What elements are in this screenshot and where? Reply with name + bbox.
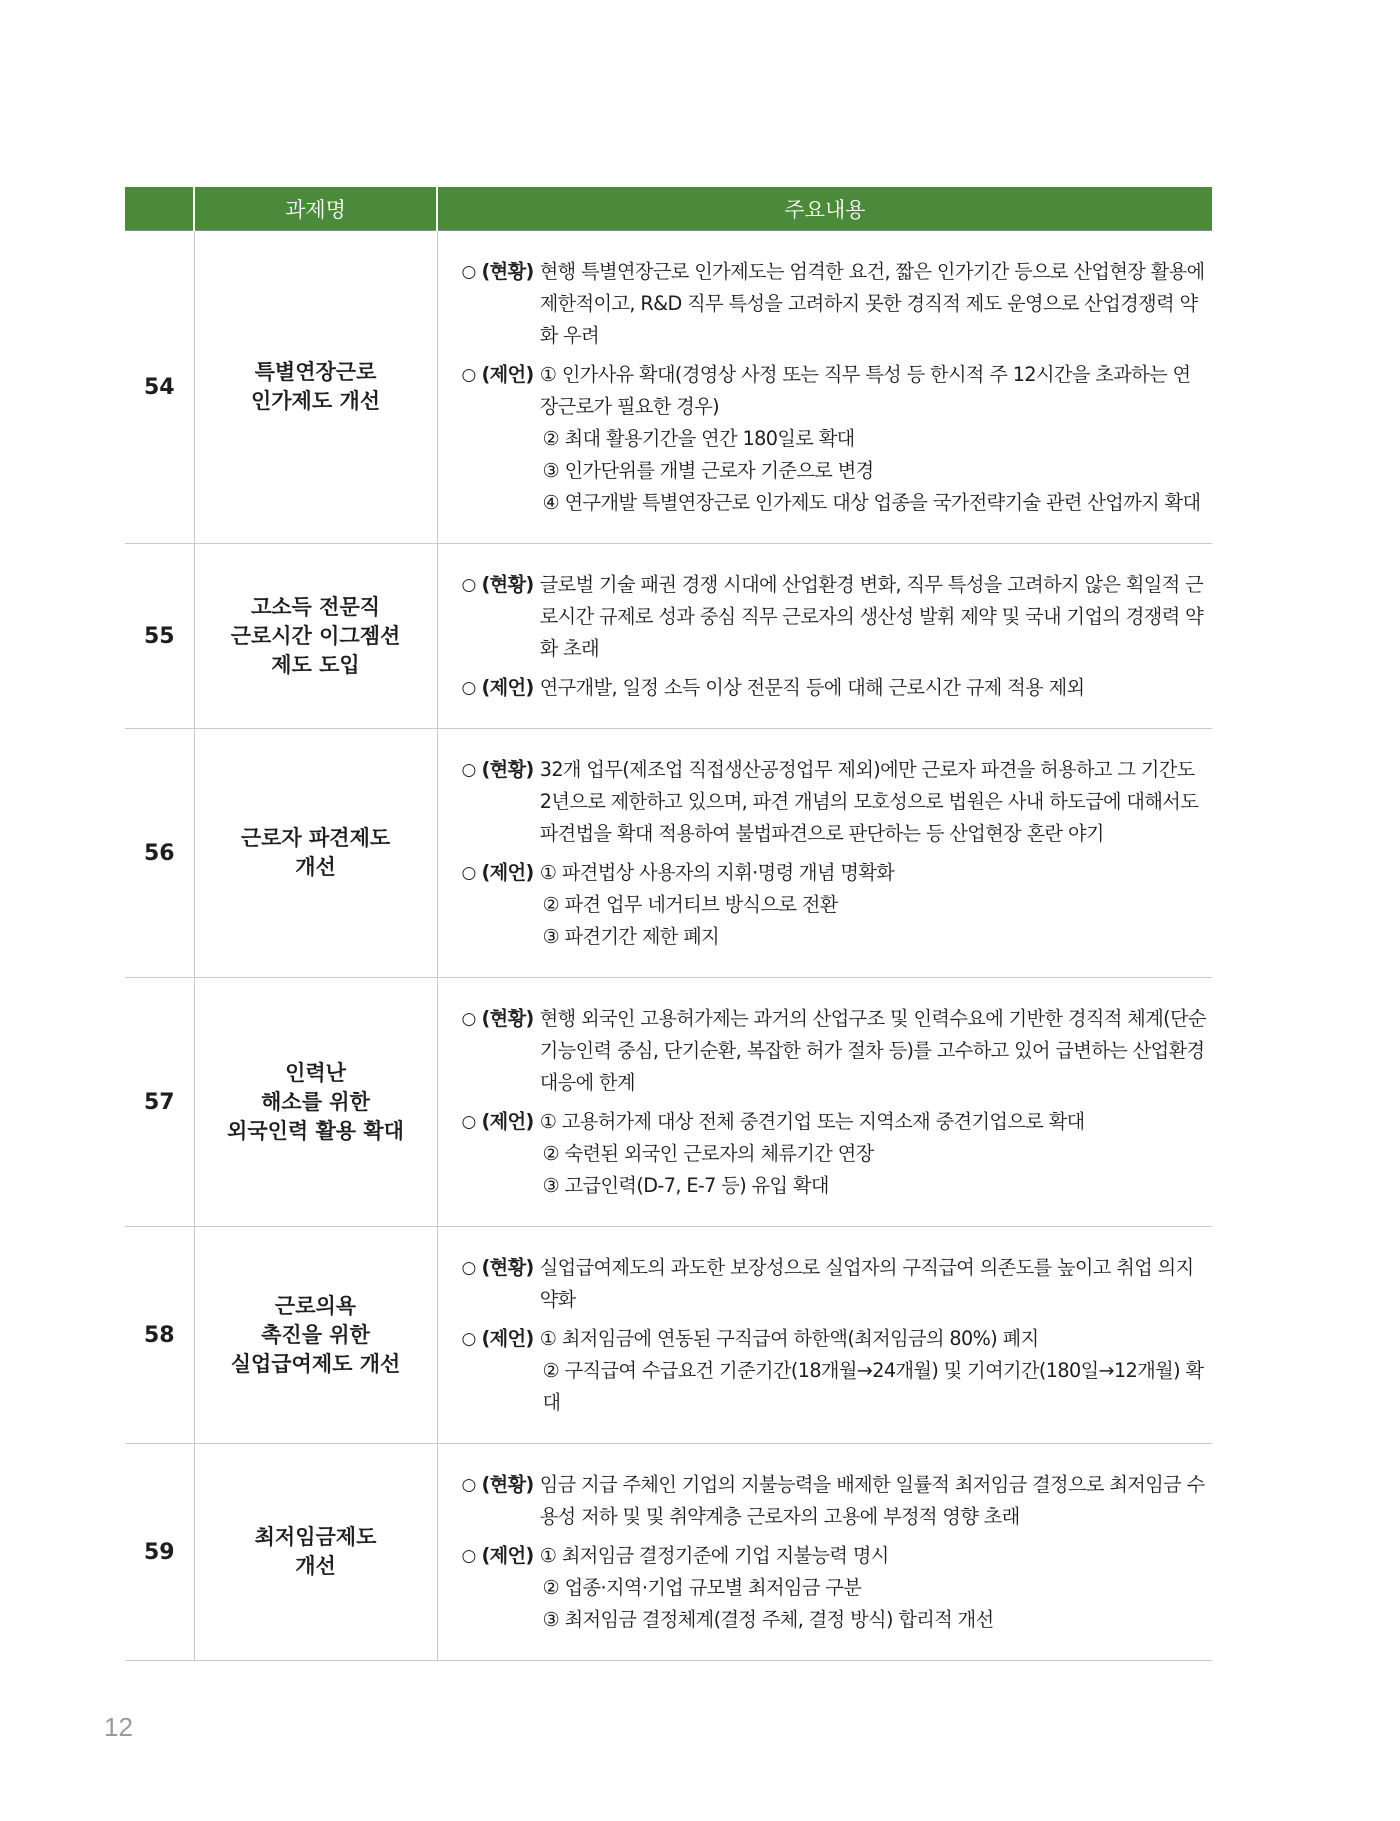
status-text: 현행 외국인 고용허가제는 과거의 산업구조 및 인력수요에 기반한 경직적 체계(단순기능인력 중심, 단기순환, 복잡한 허가 절차 등)를 고수하고 있어 급변하는 산업환경 대응에 한계 [539, 1007, 1206, 1094]
proposal-item [462, 1540, 1207, 1636]
status-label: (현황) [481, 573, 534, 596]
proposal-text: ② 업종·지역·기업 규모별 최저임금 구분 [542, 1576, 862, 1599]
table-row [125, 544, 1212, 729]
row-title: 고소득 전문직 근로시간 이그젬션 제도 도입 [194, 544, 437, 729]
proposal-text: ② 파견 업무 네거티브 방식으로 전환 [542, 893, 838, 916]
proposal-label: (제언) [481, 1110, 534, 1133]
proposal-text: ④ 연구개발 특별연장근로 인가제도 대상 업종을 국가전략기술 관련 산업까지 확대 [542, 491, 1201, 514]
status-label: (현황) [481, 1007, 534, 1030]
proposal-first-line [462, 359, 1207, 423]
bullet-icon: ○ [461, 1258, 476, 1278]
table-row [125, 1444, 1212, 1661]
proposal-label: (제언) [481, 861, 534, 884]
row-title: 인력난 해소를 위한 외국인력 활용 확대 [194, 978, 437, 1227]
proposal-label: (제언) [481, 363, 534, 386]
policy-table [125, 187, 1212, 1661]
status-item [462, 1003, 1207, 1099]
proposal-text: ③ 최저임금 결정체계(결정 주체, 결정 방식) 합리적 개선 [542, 1608, 994, 1631]
proposal-text: ① 인가사유 확대(경영상 사정 또는 직무 특성 등 한시적 주 12시간을 초과하는 연장근로가 필요한 경우) [539, 363, 1191, 418]
row-content [437, 1444, 1212, 1661]
row-content [437, 231, 1212, 544]
bullet-icon: ○ [461, 575, 476, 595]
row-number: 59 [143, 1539, 175, 1565]
row-content [437, 544, 1212, 729]
proposal-first-line [462, 857, 1207, 889]
table-row [125, 231, 1212, 544]
status-label: (현황) [481, 1256, 534, 1279]
proposal-text: ① 최저임금 결정기준에 기업 지불능력 명시 [539, 1544, 889, 1567]
row-number: 57 [143, 1089, 175, 1115]
proposal-first-line [462, 1540, 1207, 1572]
status-item [462, 1252, 1207, 1316]
table-row [125, 978, 1212, 1227]
row-content [437, 978, 1212, 1227]
proposal-first-line [462, 1323, 1207, 1355]
bullet-icon: ○ [461, 365, 476, 385]
bullet-icon: ○ [461, 1009, 476, 1029]
proposal-text: 연구개발, 일정 소득 이상 전문직 등에 대해 근로시간 규제 적용 제외 [539, 676, 1085, 699]
proposal-text: ② 최대 활용기간을 연간 180일로 확대 [542, 427, 855, 450]
row-content [437, 729, 1212, 978]
row-number: 54 [125, 231, 194, 544]
row-title: 근로의욕 촉진을 위한 실업급여제도 개선 [194, 1227, 437, 1444]
proposal-item [462, 672, 1207, 704]
proposal-text: ② 숙련된 외국인 근로자의 체류기간 연장 [542, 1142, 874, 1165]
header-number [125, 187, 194, 231]
status-text: 글로벌 기술 패권 경쟁 시대에 산업환경 변화, 직무 특성을 고려하지 않은 획일적 근로시간 규제로 성과 중심 직무 근로자의 생산성 발휘 제약 및 국내 기업의 경쟁력 약화 초래 [539, 573, 1204, 660]
bullet-icon: ○ [461, 1475, 476, 1495]
table-body [125, 231, 1212, 1661]
proposal-item [462, 1323, 1207, 1419]
status-text: 현행 특별연장근로 인가제도는 엄격한 요건, 짧은 인가기간 등으로 산업현장 활용에 제한적이고, R&D 직무 특성을 고려하지 못한 경직적 제도 운영으로 산업경쟁력 약화 우려 [539, 260, 1205, 347]
table-row [125, 1227, 1212, 1444]
status-text: 임금 지급 주체인 기업의 지불능력을 배제한 일률적 최저임금 결정으로 최저임금 수용성 저하 및 및 취약계층 근로자의 고용에 부정적 영향 초래 [539, 1473, 1205, 1528]
proposal-item [462, 1106, 1207, 1202]
status-text: 실업급여제도의 과도한 보장성으로 실업자의 구직급여 의존도를 높이고 취업 의지 약화 [539, 1256, 1194, 1311]
bullet-icon: ○ [461, 1546, 476, 1566]
proposal-first-line [462, 672, 1207, 704]
bullet-icon: ○ [461, 678, 476, 698]
proposal-label: (제언) [481, 676, 534, 699]
status-label: (현황) [481, 260, 534, 283]
table-row [125, 729, 1212, 978]
page-number: 12 [104, 1712, 133, 1742]
bullet-icon: ○ [461, 760, 476, 780]
status-item [462, 569, 1207, 665]
row-title: 특별연장근로 인가제도 개선 [194, 231, 437, 544]
header-title: 과제명 [194, 187, 437, 231]
status-text: 32개 업무(제조업 직접생산공정업무 제외)에만 근로자 파견을 허용하고 그 기간도 2년으로 제한하고 있으며, 파견 개념의 모호성으로 법원은 사내 하도급에 대해서도 파견법을 확대 적용하여 불법파견으로 판단하는 등 산업현장 혼란 야기 [539, 758, 1199, 845]
row-content [437, 1227, 1212, 1444]
proposal-text: ① 고용허가제 대상 전체 중견기업 또는 지역소재 중견기업으로 확대 [539, 1110, 1085, 1133]
bullet-icon: ○ [461, 863, 476, 883]
bullet-icon: ○ [461, 1329, 476, 1349]
bullet-icon: ○ [461, 1112, 476, 1132]
status-item [462, 754, 1207, 850]
proposal-text: ① 최저임금에 연동된 구직급여 하한액(최저임금의 80%) 폐지 [539, 1327, 1039, 1350]
proposal-text: ③ 인가단위를 개별 근로자 기준으로 변경 [542, 459, 874, 482]
status-item [462, 256, 1207, 352]
row-title: 근로자 파견제도 개선 [194, 729, 437, 978]
proposal-text: ③ 파견기간 제한 폐지 [542, 925, 720, 948]
proposal-item [462, 857, 1207, 953]
proposal-text: ③ 고급인력(D-7, E-7 등) 유입 확대 [542, 1174, 829, 1197]
row-number: 58 [143, 1322, 175, 1348]
status-item [462, 1469, 1207, 1533]
row-title: 최저임금제도 개선 [194, 1444, 437, 1661]
status-label: (현황) [481, 1473, 534, 1496]
status-label: (현황) [481, 758, 534, 781]
proposal-text: ② 구직급여 수급요건 기준기간(18개월→24개월) 및 기여기간(180일→12개월) 확대 [542, 1359, 1204, 1414]
proposal-label: (제언) [481, 1327, 534, 1350]
row-number: 55 [143, 623, 175, 649]
table-header [125, 187, 1212, 231]
proposal-first-line [462, 1106, 1207, 1138]
proposal-item [462, 359, 1207, 519]
proposal-label: (제언) [481, 1544, 534, 1567]
bullet-icon: ○ [461, 262, 476, 282]
row-number: 56 [143, 840, 175, 866]
proposal-text: ① 파견법상 사용자의 지휘·명령 개념 명확화 [539, 861, 895, 884]
header-content: 주요내용 [437, 187, 1212, 231]
